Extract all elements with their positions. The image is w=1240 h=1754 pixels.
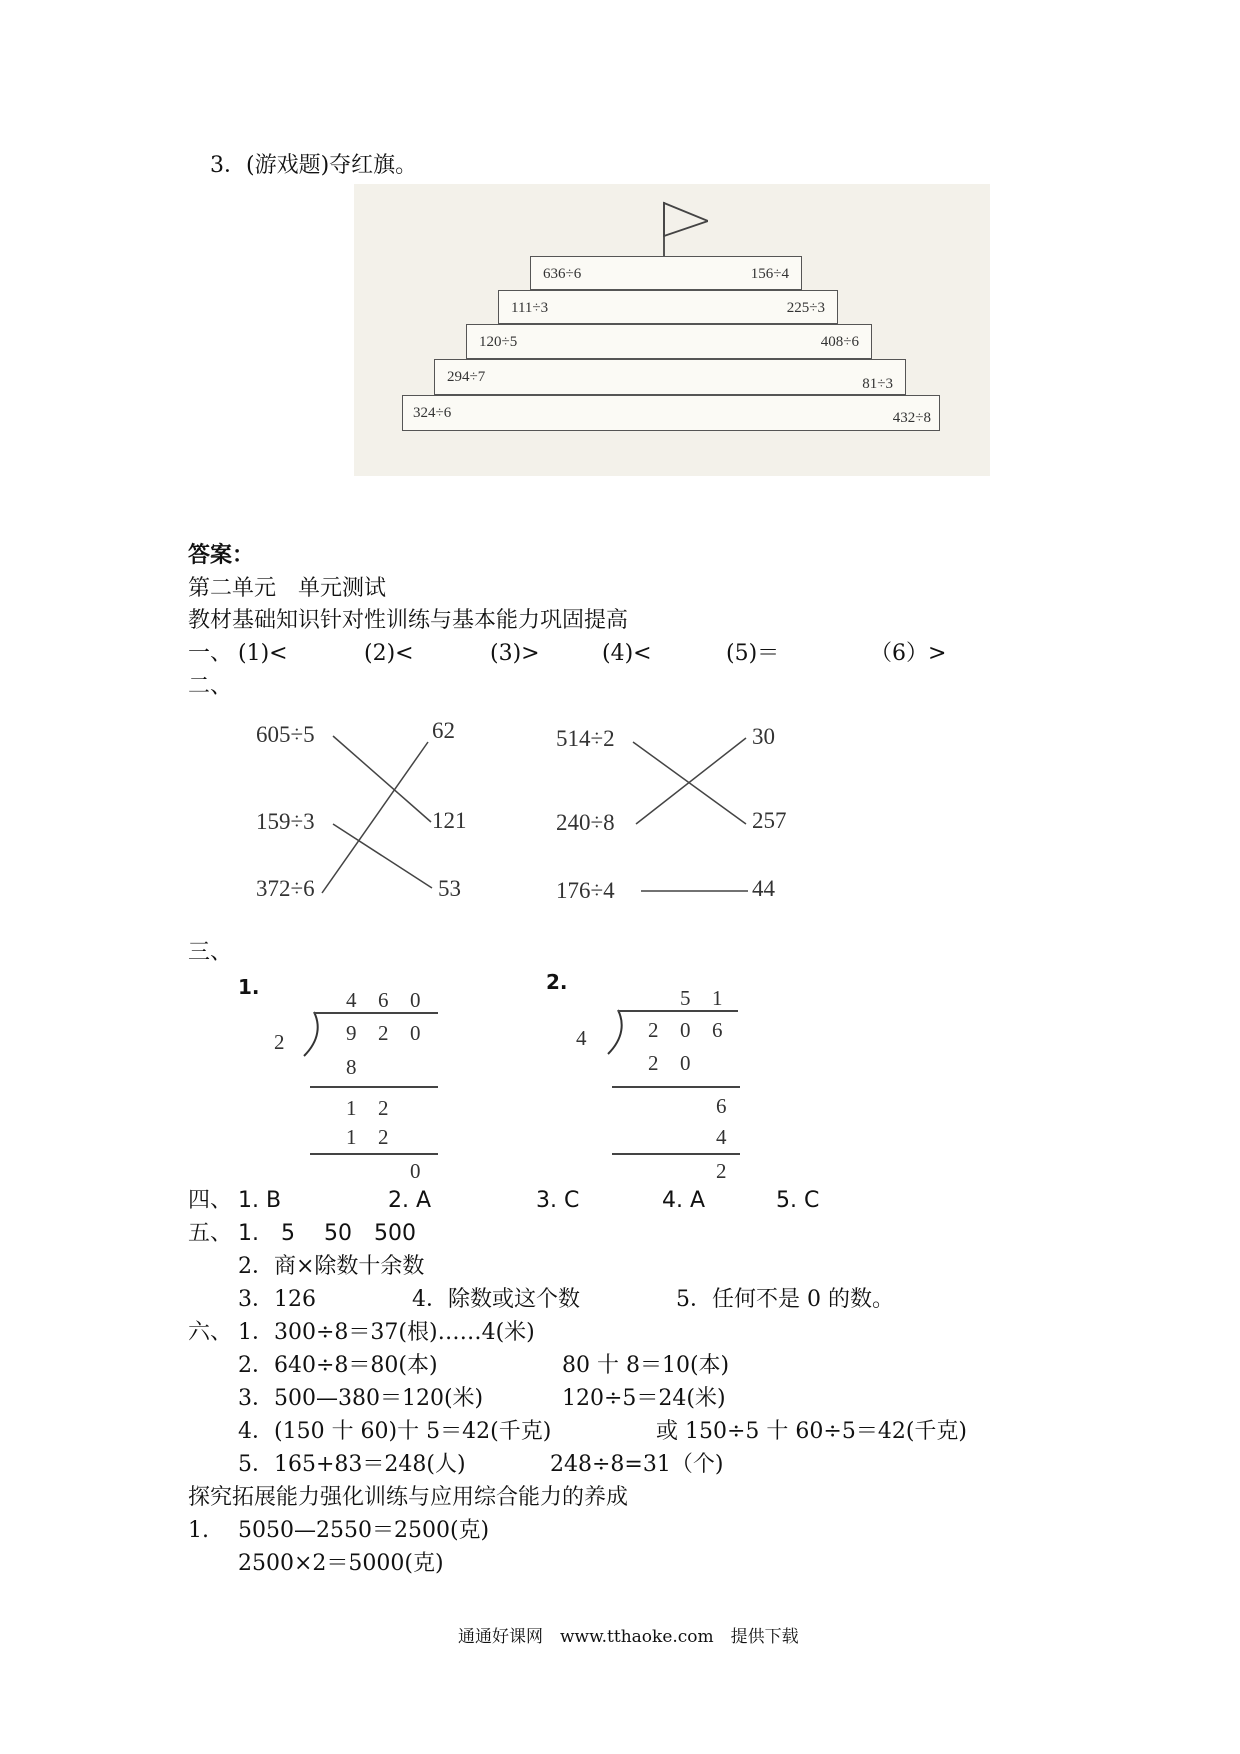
part4-item: 5. C: [776, 1188, 820, 1213]
part5-label: 五、: [188, 1221, 233, 1246]
division-1-line: [310, 1086, 438, 1088]
remainder-digit: 0: [410, 1159, 421, 1183]
part5-line: 1. 5 50 500: [238, 1221, 416, 1246]
part1-item: （6）>: [870, 641, 947, 666]
step-digit: 2: [378, 1125, 389, 1149]
step-digit: 1: [346, 1125, 357, 1149]
step-right-expr: 408÷6: [820, 334, 859, 350]
match-expr: 159÷3: [256, 809, 315, 834]
part6-line: 4．(150 十 60)十 5＝42(千克): [238, 1419, 552, 1444]
match-result: 121: [432, 808, 467, 833]
part4-item: 2. A: [388, 1188, 432, 1213]
section-title-1: 教材基础知识针对性训练与基本能力巩固提高: [188, 608, 629, 633]
step-right-expr: 156÷4: [750, 266, 789, 282]
division-2-bracket: [604, 1008, 634, 1058]
part4-item: 4. A: [662, 1188, 706, 1213]
division-2-line: [612, 1086, 740, 1088]
part4-item: 1. B: [238, 1188, 282, 1213]
match-expr: 372÷6: [256, 876, 315, 901]
part6-label: 六、: [188, 1320, 233, 1345]
part5-line: 2．商×除数十余数: [238, 1254, 425, 1279]
part1-item: (3)>: [490, 641, 540, 666]
step-digit: 6: [716, 1094, 727, 1118]
match-expr: 514÷2: [556, 726, 615, 751]
part1-item: (2)<: [364, 641, 414, 666]
step-left-expr: 120÷5: [479, 334, 518, 350]
part2-label: 二、: [188, 674, 233, 699]
exercise-number: 1.: [188, 1518, 209, 1543]
remainder-digit: 2: [716, 1159, 727, 1183]
dividend-digit: 9: [346, 1021, 357, 1045]
division-1-divisor: 2: [274, 1030, 285, 1054]
step-digit: 8: [346, 1055, 357, 1079]
part6-line: 120÷5＝24(米): [562, 1386, 726, 1411]
part6-line: 3．500—380＝120(米): [238, 1386, 484, 1411]
match-expr: 240÷8: [556, 810, 615, 835]
match-expr: 605÷5: [256, 722, 315, 747]
question-label: 3．(游戏题)夺红旗。: [210, 153, 418, 178]
quotient-digit: 6: [378, 988, 389, 1012]
part4-label: 四、: [188, 1188, 233, 1213]
part5-line: 3．126: [238, 1287, 316, 1312]
dividend-digit: 2: [648, 1018, 659, 1042]
part1-item: (1)<: [238, 641, 288, 666]
step-left-expr: 636÷6: [543, 266, 582, 282]
part5-line: 5．任何不是 0 的数。: [676, 1287, 894, 1312]
division-1-line: [310, 1153, 438, 1155]
division-2-label: 2.: [546, 970, 568, 994]
part4-item: 3. C: [536, 1188, 580, 1213]
part1-item: (4)<: [602, 641, 652, 666]
division-1-bar: [314, 1012, 438, 1014]
step-right-expr: 225÷3: [786, 300, 825, 316]
quotient-digit: 1: [712, 986, 723, 1010]
match-expr: 176÷4: [556, 878, 615, 903]
match-result: 53: [438, 876, 461, 901]
step-digit: 4: [716, 1125, 727, 1149]
match-result: 257: [752, 808, 787, 833]
exercise-line: 2500×2＝5000(克): [238, 1551, 444, 1576]
division-1-bracket: [300, 1010, 330, 1060]
dividend-digit: 0: [680, 1018, 691, 1042]
dividend-digit: 0: [410, 1021, 421, 1045]
part6-line: 80 十 8＝10(本): [562, 1353, 730, 1378]
division-1-label: 1.: [238, 975, 260, 999]
step-digit: 1: [346, 1096, 357, 1120]
step-right-expr: 432÷8: [892, 410, 931, 426]
dividend-digit: 2: [378, 1021, 389, 1045]
part5-line: 4．除数或这个数: [412, 1287, 580, 1312]
step-digit: 2: [648, 1051, 659, 1075]
step-right-expr: 81÷3: [862, 376, 893, 392]
division-2-line: [612, 1153, 740, 1155]
match-line: [322, 742, 428, 893]
quotient-digit: 5: [680, 986, 691, 1010]
step-digit: 2: [378, 1096, 389, 1120]
match-line: [333, 736, 431, 822]
division-2-bar: [618, 1010, 738, 1012]
part6-line: 5．165+83＝248(人): [238, 1452, 466, 1477]
page-footer: 通通好课网 www.tthaoke.com 提供下载: [458, 1627, 799, 1647]
quotient-digit: 4: [346, 988, 357, 1012]
dividend-digit: 6: [712, 1018, 723, 1042]
part6-line: 或 150÷5 十 60÷5＝42(千克): [656, 1419, 967, 1444]
division-2-divisor: 4: [576, 1026, 587, 1050]
step-left-expr: 324÷6: [413, 405, 452, 421]
step-left-expr: 111÷3: [511, 300, 549, 316]
unit-title: 第二单元 单元测试: [188, 576, 387, 601]
part1-item: (5)＝: [726, 641, 780, 666]
section-title-2: 探究拓展能力强化训练与应用综合能力的养成: [188, 1485, 629, 1510]
part6-line: 1．300÷8＝37(根)……4(米): [238, 1320, 535, 1345]
exercise-line: 5050—2550＝2500(克): [238, 1518, 490, 1543]
step-left-expr: 294÷7: [447, 369, 486, 385]
match-result: 62: [432, 718, 455, 743]
match-result: 30: [752, 724, 775, 749]
quotient-digit: 0: [410, 988, 421, 1012]
match-result: 44: [752, 876, 775, 901]
answers-heading: 答案：: [188, 543, 255, 568]
part6-line: 248÷8=31（个): [550, 1452, 724, 1477]
part1-label: 一、: [188, 641, 233, 666]
part3-label: 三、: [188, 940, 233, 965]
step-digit: 0: [680, 1051, 691, 1075]
part6-line: 2．640÷8＝80(本): [238, 1353, 438, 1378]
